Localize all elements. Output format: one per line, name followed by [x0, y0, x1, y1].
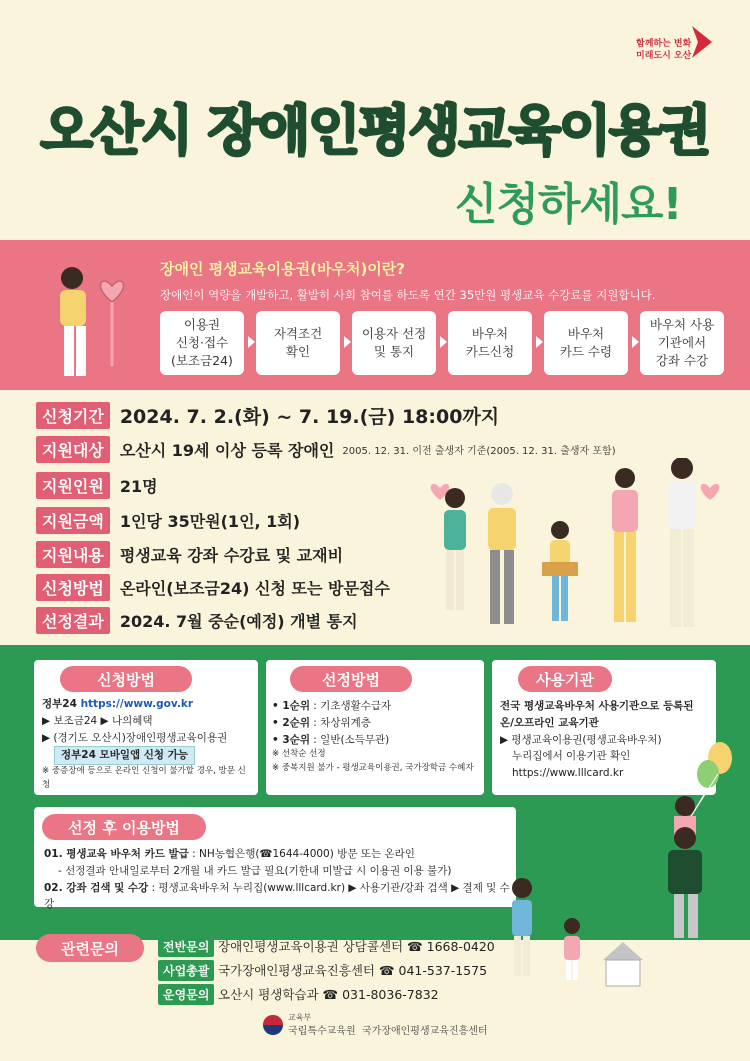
info-value: 온라인(보조금24) 신청 또는 방문접수	[119, 578, 390, 598]
apply-line1	[42, 696, 254, 713]
info-note: 2005. 12. 31. 이전 출생자 기준(2005. 12. 31. 출생자 포함)	[342, 445, 616, 457]
arrow-icon	[248, 336, 255, 348]
arrow-icon	[536, 336, 543, 348]
venue-title: 사용기관	[518, 666, 612, 692]
apply-line2: ▶ 보조금24 ▶ 나의혜택	[42, 714, 153, 727]
info-label: 지원대상	[36, 436, 110, 463]
government-emblem-icon	[262, 1014, 284, 1036]
after-line3	[44, 880, 514, 914]
contact-title: 관련문의	[36, 934, 144, 962]
step-selection: 이용자 선정 및 통지	[352, 311, 436, 375]
after-step1-label: 01. 평생교육 바우처 카드 발급	[44, 848, 189, 860]
contact-label: 전반문의	[158, 936, 214, 957]
voucher-question: 장애인 평생교육이용권(바우처)이란?	[160, 260, 405, 278]
after-step1-text: : NH농협은행(☎1644-4000) 방문 또는 온라인	[188, 848, 415, 860]
after-line2: - 선정결과 안내일로부터 2개월 내 카드 발급 필요(기한내 미발급 시 이용권 이용 불가)	[58, 864, 452, 877]
info-row-amount	[36, 507, 300, 533]
after-selection-title: 선정 후 이용방법	[42, 814, 206, 840]
apply-line5: ※ 중증장애 등으로 온라인 신청이 불가할 경우, 방문 신청	[42, 766, 246, 790]
voucher-description: 장애인이 역량을 개발하고, 활발히 사회 참여를 하도록 연간 35만원 평생교육 수강료를 지원합니다.	[160, 288, 656, 302]
info-value: 평생교육 강좌 수강료 및 교재비	[119, 545, 344, 565]
rank1-text: : 기초생활수급자	[309, 700, 392, 712]
family-illustration	[420, 458, 740, 648]
info-value: 21명	[119, 476, 158, 496]
contact-text: 국가장애인평생교육진흥센터 ☎ 041-537-1575	[218, 963, 488, 978]
rank2-line	[272, 715, 482, 732]
info-label: 신청기간	[36, 402, 110, 429]
rank2-text: : 차상위계층	[309, 716, 371, 729]
info-row-content	[36, 541, 343, 567]
selection-note2: ※ 중복지원 불가 - 평생교육이용권, 국가장학금 수혜자	[272, 762, 474, 773]
info-label: 지원인원	[36, 472, 110, 499]
info-row-method	[36, 574, 390, 600]
after-selection-body	[44, 846, 514, 913]
contact-text: 장애인평생교육이용권 상담콜센터 ☎ 1668-0420	[218, 939, 495, 954]
info-label: 지원금액	[36, 507, 110, 534]
apply-portal-link[interactable]: https://www.gov.kr	[80, 698, 193, 710]
logo-line2: 미래도시 오산	[636, 51, 692, 61]
selection-method-body	[272, 698, 482, 776]
footer-org2: 국가장애인평생교육진흥센터	[362, 1026, 488, 1037]
logo-arrow-icon	[688, 22, 716, 62]
rank3-line	[272, 732, 482, 749]
page-subtitle: 신청하세요!	[455, 179, 682, 230]
info-row-result	[36, 607, 358, 633]
arrow-icon	[632, 336, 639, 348]
after-line1	[44, 846, 514, 863]
info-row-count	[36, 472, 158, 498]
rank3-text: : 일반(소득무관)	[309, 733, 390, 746]
step-card-apply: 바우처 카드신청	[448, 311, 532, 375]
step-card-receive: 바우처 카드 수령	[544, 311, 628, 375]
step-eligibility: 자격조건 확인	[256, 311, 340, 375]
info-label: 지원내용	[36, 541, 110, 568]
apply-portal-name: 정부24	[42, 698, 81, 710]
rank1-label: • 1순위	[272, 700, 310, 712]
title-city: 오산시	[40, 99, 208, 162]
oasan-city-logo	[628, 22, 718, 62]
venue-line1: 전국 평생교육바우처 사용기관으로 등록된	[500, 700, 694, 712]
arrow-icon	[344, 336, 351, 348]
venue-link[interactable]: https://www.lllcard.kr	[512, 767, 624, 780]
logo-line1: 함께하는 변화	[636, 39, 692, 49]
selection-method-title: 선정방법	[290, 666, 412, 692]
step-course: 바우처 사용 기관에서 강좌 수강	[640, 311, 724, 375]
apply-method-title: 신청방법	[60, 666, 192, 692]
footer-org1: 국립특수교육원	[288, 1026, 356, 1037]
contact-label: 사업총괄	[158, 960, 214, 981]
page-title	[0, 88, 750, 165]
title-voucher: 장애인평생교육이용권	[207, 99, 710, 162]
mobile-app-badge: 정부24 모바일앱 신청 가능	[54, 746, 195, 765]
info-value: 1인당 35만원(1인, 1회)	[119, 511, 301, 531]
arrow-icon	[440, 336, 447, 348]
info-value: 2024. 7. 2.(화) ~ 7. 19.(금) 18:00까지	[119, 405, 500, 428]
info-label: 선정결과	[36, 607, 110, 634]
venue-line4: 누리집에서 이용기관 확인	[512, 750, 631, 763]
step-apply: 이용권 신청·접수 (보조금24)	[160, 311, 244, 375]
selection-note1: ※ 선착순 선정	[272, 749, 326, 760]
after-step2-label: 02. 강좌 검색 및 수강	[44, 881, 149, 894]
rank2-label: • 2순위	[272, 716, 310, 729]
venue-line3: ▶ 평생교육이용권(평생교육바우처)	[500, 733, 662, 746]
info-row-period	[36, 402, 499, 428]
footer-ministry: 교육부	[288, 1013, 312, 1022]
apply-line4-wrap	[42, 746, 254, 765]
person-with-heart-illustration	[42, 256, 152, 386]
rank3-label: • 3순위	[272, 733, 310, 746]
after-step2-text: : 평생교육바우처 누리집(www.lllcard.kr) ▶ 사용기관/강좌 검색 ▶ 결제 및 수강	[44, 881, 510, 911]
info-value: 오산시 19세 이상 등록 장애인	[119, 440, 335, 460]
venue-line2: 온/오프라인 교육기관	[500, 716, 599, 729]
contact-label: 운영문의	[158, 984, 214, 1005]
rank1-line	[272, 698, 482, 715]
info-value: 2024. 7월 중순(예정) 개별 통지	[119, 611, 358, 631]
kids-houses-illustration	[488, 870, 648, 990]
info-label: 신청방법	[36, 574, 110, 601]
apply-method-body	[42, 696, 254, 792]
contact-text: 오산시 평생학습과 ☎ 031-8036-7832	[218, 987, 439, 1002]
apply-line3: ▶ (경기도 오산시)장애인평생교육이용권	[42, 731, 228, 744]
